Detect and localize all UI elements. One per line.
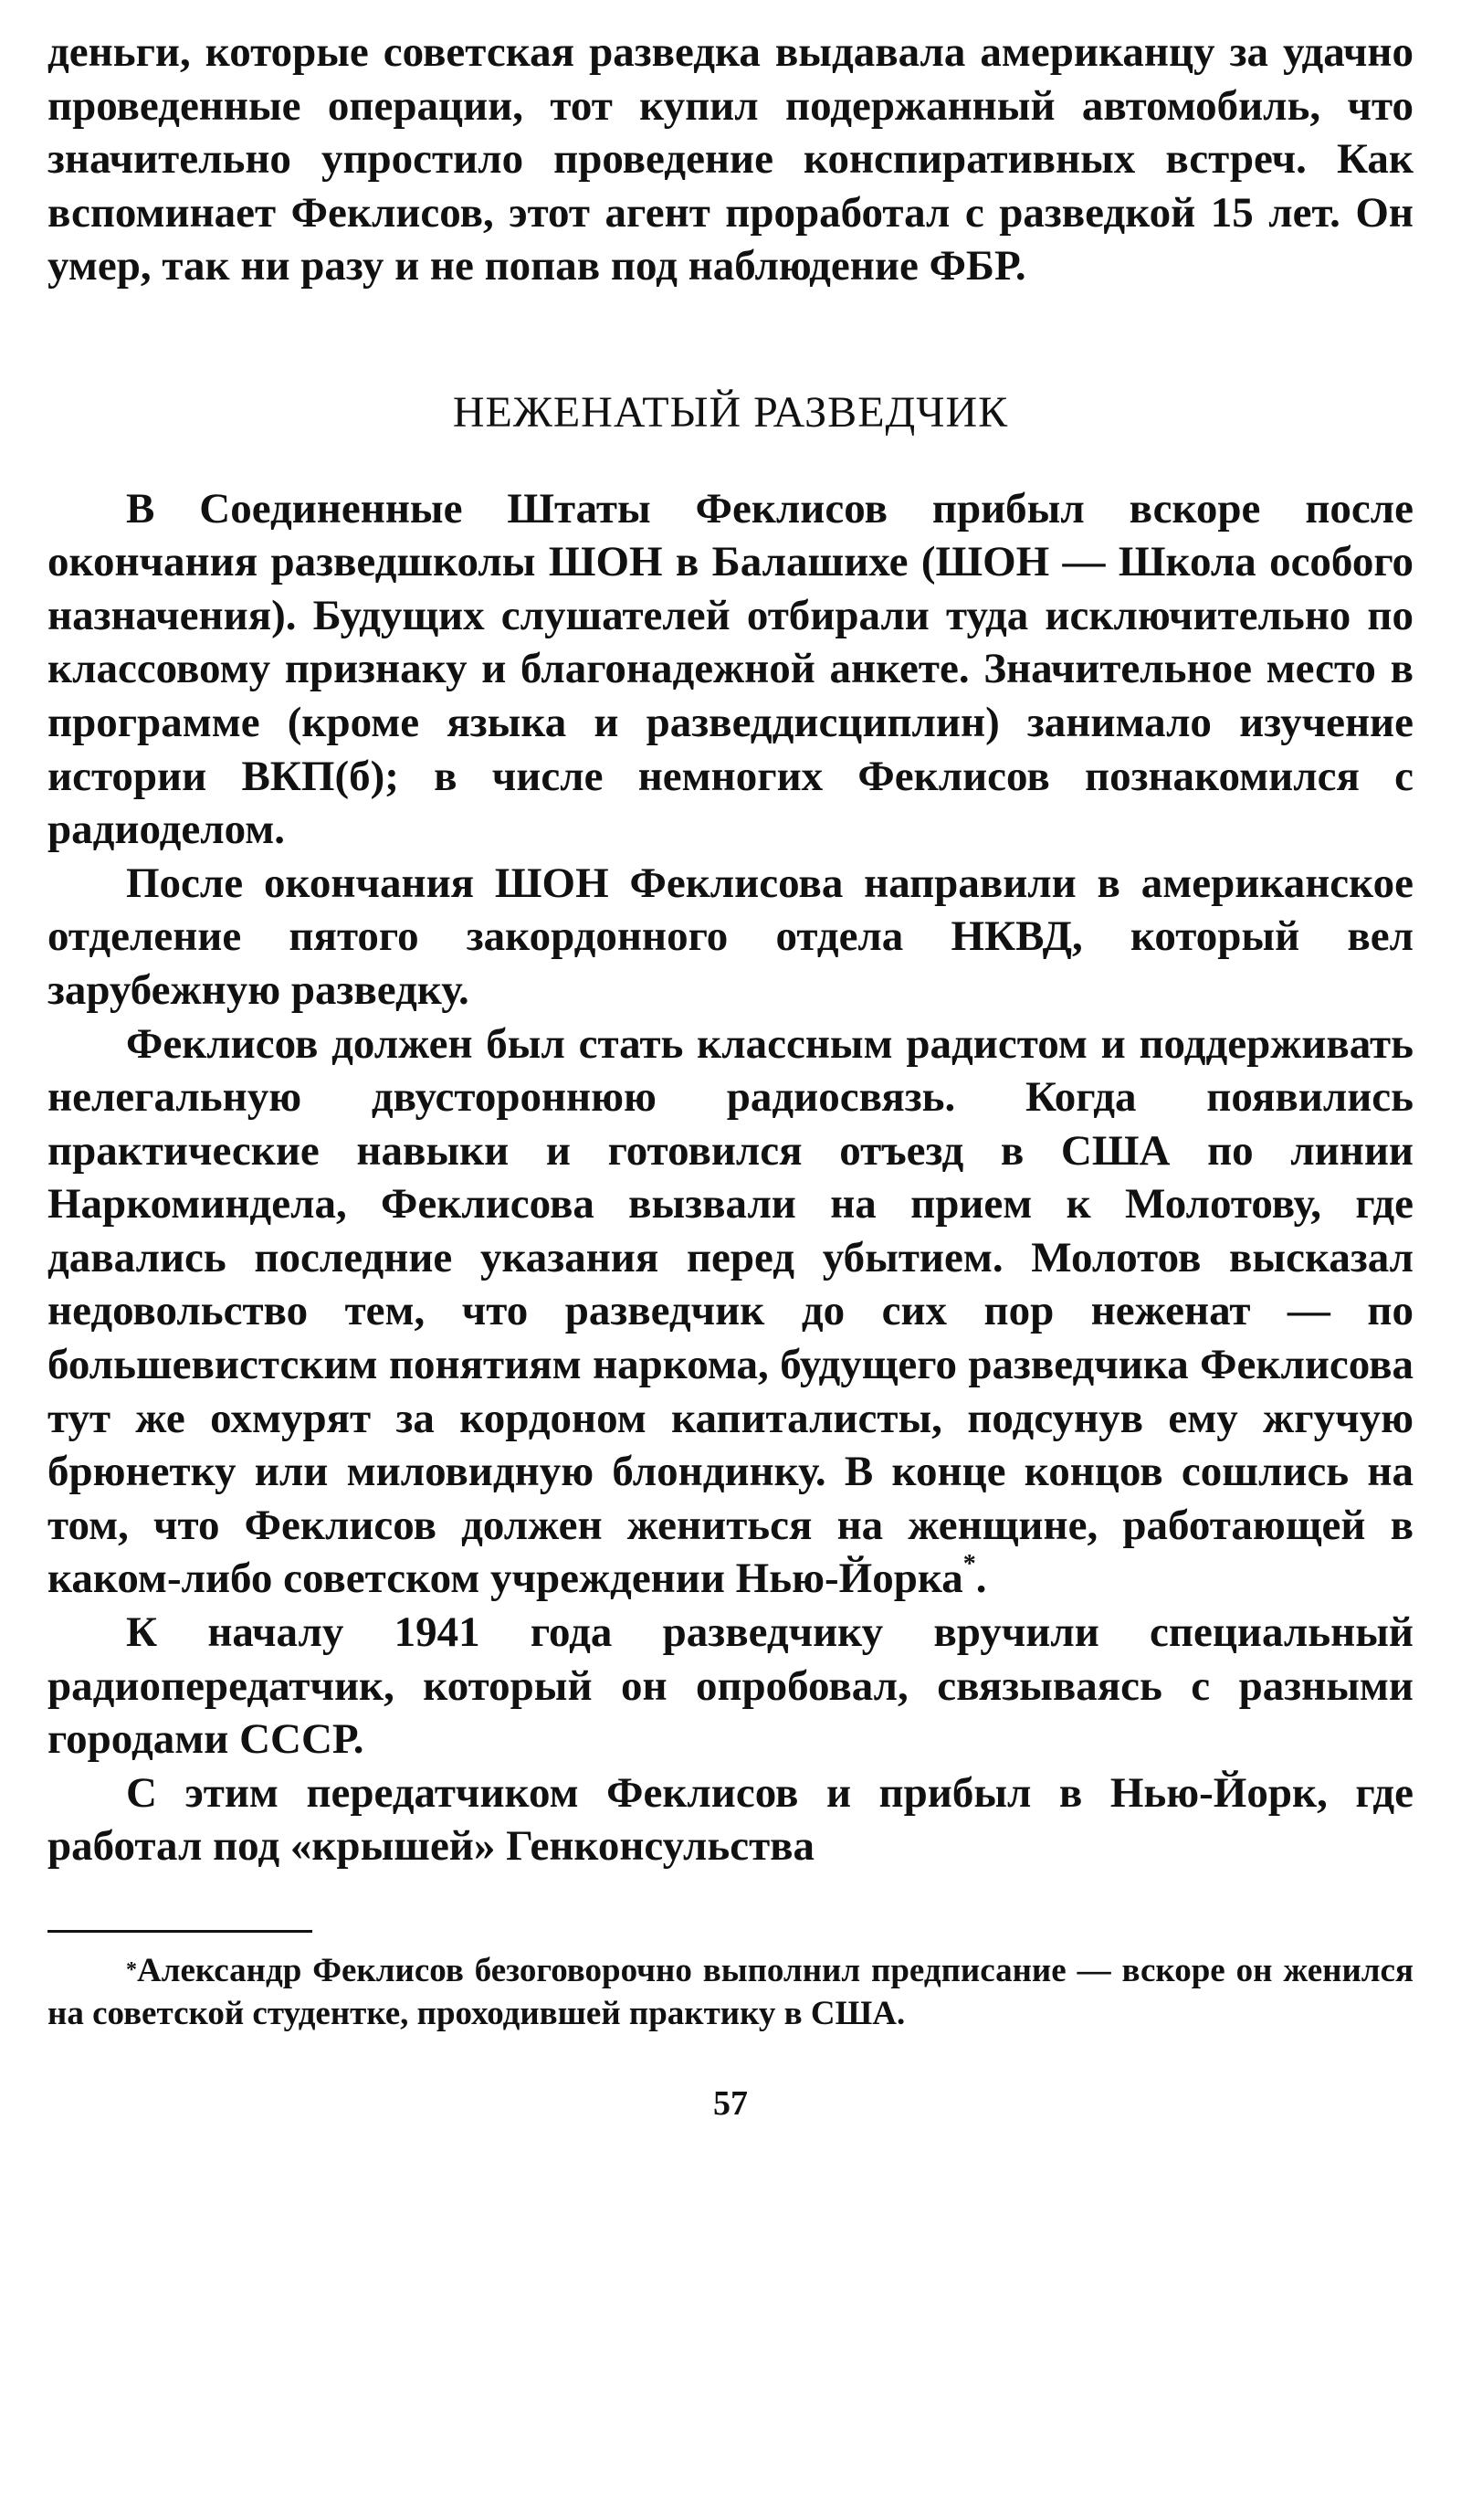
footnote-text: Александр Феклисов безоговорочно выполнил предписание — вскоре он женился на советской студентке, проходившей практику в США. bbox=[47, 1952, 1414, 2032]
section-heading: НЕЖЕНАТЫЙ РАЗВЕДЧИК bbox=[452, 387, 1009, 437]
paragraph-2: После окончания ШОН Феклисова направили в американское отделение пятого закордонного отдела НКВД, который вел зарубежную разведку. bbox=[47, 859, 1414, 1014]
paragraph-3-text: Феклисов должен был стать классным радистом и поддерживать нелегальную двустороннюю радиосвязь. Когда появились практические навыки и готовился отъезд в США по линии Наркоминдела, Феклисова вызвали на прием к Молотову, где давались последние указания перед убытием. Молотов высказал недовольство тем, что разведчик до сих пор неженат — по большевистским понятиям наркома, будущего разведчика Феклисова тут же охмурят за кордоном капиталисты, подсунув ему жгучую брюнетку или миловидную блондинку. В конце концов сошлись на том, что Феклисов должен жениться на женщине, работающей в каком-либо советском учреждении Нью-Йорка bbox=[47, 1019, 1414, 1603]
footnote-divider bbox=[47, 1930, 312, 1933]
book-page bbox=[47, 26, 1414, 2131]
paragraph-4: К началу 1941 года разведчику вручили специальный радиопередатчик, который он опробовал, связываясь с разными городами СССР. bbox=[47, 1608, 1414, 1764]
paragraph-3 bbox=[47, 1017, 1414, 1607]
paragraph-5: С этим передатчиком Феклисов и прибыл в Нью-Йорк, где работал под «крышей» Генконсульства bbox=[47, 1768, 1414, 1871]
footnote bbox=[47, 1949, 1414, 2035]
footnote-reference: * bbox=[962, 1550, 976, 1579]
paragraph-continued: деньги, которые советская разведка выдавала американцу за удачно проведенные операции, тот купил подержанный автомобиль, что значительно упростило проведение конспиративных встреч. Как вспоминает Феклисов, этот агент проработал с разведкой 15 лет. Он умер, так ни разу и не попав под наблюдение ФБР. bbox=[47, 28, 1414, 290]
page-number: 57 bbox=[713, 2084, 748, 2123]
paragraph-1: В Соединенные Штаты Феклисов прибыл вскоре после окончания разведшколы ШОН в Балашихе (ШОН — Школа особого назначения). Будущих слушателей отбирали туда исключительно по классовому признаку и благонадежной анкете. Значительное место в программе (кроме языка и разведдисциплин) занимало изучение истории ВКП(б); в числе немногих Феклисов познакомился с радиоделом. bbox=[47, 484, 1414, 854]
footnote-marker: * bbox=[126, 1958, 137, 1982]
paragraph-3-end: . bbox=[975, 1555, 987, 1603]
